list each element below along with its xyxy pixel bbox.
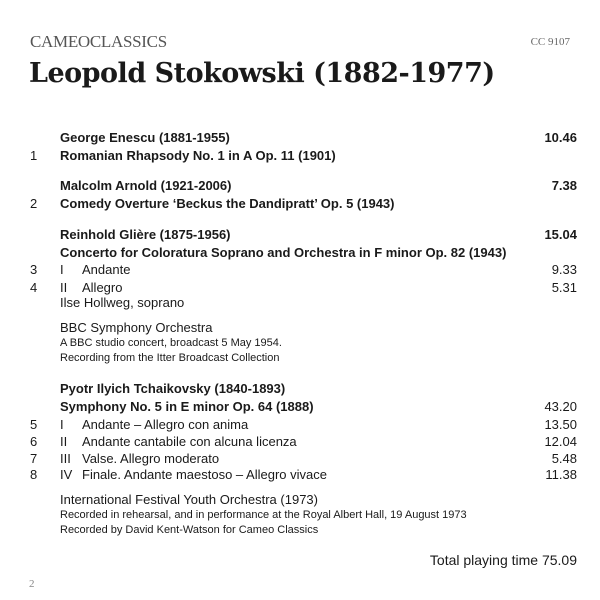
page-number: 2 (29, 578, 35, 590)
movement-title: Andante (82, 262, 131, 277)
recording-note (0, 350, 600, 367)
movement-title: Andante – Allegro con anima (82, 417, 249, 432)
note-text: Recorded by David Kent-Watson for Cameo Classics (60, 524, 319, 536)
composer-line (0, 380, 600, 397)
track-row (0, 466, 600, 483)
movement-number: II (60, 434, 68, 449)
orchestra-line (0, 319, 600, 336)
recording-note (0, 522, 600, 539)
track-number: 7 (30, 451, 38, 466)
duration: 5.48 (551, 451, 577, 466)
track-number: 5 (30, 417, 38, 432)
composer-line (0, 177, 600, 194)
duration: 9.33 (551, 262, 577, 277)
note-text: Recorded in rehearsal, and in performance at the Royal Albert Hall, 19 August 1973 (60, 509, 467, 521)
track-row (0, 450, 600, 467)
track-number: 6 (30, 434, 38, 449)
work-title: Concerto for Coloratura Soprano and Orchestra in F minor Op. 82 (1943) (60, 245, 507, 260)
duration: 11.38 (545, 467, 577, 482)
movement-title: Andante cantabile con alcuna licenza (82, 434, 297, 449)
work-title-line (0, 398, 600, 415)
duration: 13.50 (544, 417, 577, 432)
orchestra-line (0, 491, 600, 508)
track-row (0, 416, 600, 433)
work-title: Comedy Overture ‘Beckus the Dandipratt’ Op. 5 (1943) (60, 196, 395, 211)
work-title: Symphony No. 5 in E minor Op. 64 (1888) (60, 399, 314, 414)
movement-number: IV (60, 467, 73, 482)
orchestra: BBC Symphony Orchestra (60, 320, 213, 335)
total-playing-time: Total playing time 75.09 (429, 552, 577, 568)
duration: 15.04 (544, 227, 577, 242)
movement-number: I (60, 262, 64, 277)
duration: 7.38 (551, 178, 577, 193)
total-line (0, 552, 600, 569)
duration: 43.20 (544, 399, 577, 414)
movement-title: Allegro (82, 280, 123, 295)
track-number: 8 (30, 467, 38, 482)
track-number: 2 (30, 196, 38, 211)
movement-number: II (60, 280, 68, 295)
duration: 5.31 (551, 280, 577, 295)
composer: George Enescu (1881-1955) (60, 130, 230, 145)
note-text: Recording from the Itter Broadcast Collection (60, 352, 280, 364)
composer-line (0, 226, 600, 243)
track-row (0, 261, 600, 278)
track-row (0, 195, 600, 212)
movement-title: Finale. Andante maestoso – Allegro vivace (82, 467, 327, 482)
track-number: 4 (30, 280, 38, 295)
soloist: Ilse Hollweg, soprano (60, 295, 185, 310)
composer: Reinhold Glière (1875-1956) (60, 227, 231, 242)
duration: 12.04 (544, 434, 577, 449)
composer-line (0, 129, 600, 146)
track-row (0, 433, 600, 450)
duration: 10.46 (544, 130, 577, 145)
note-text: A BBC studio concert, broadcast 5 May 1954. (60, 337, 282, 349)
composer: Malcolm Arnold (1921-2006) (60, 178, 232, 193)
work-title: Romanian Rhapsody No. 1 in A Op. 11 (1901) (60, 148, 336, 163)
track-number: 3 (30, 262, 38, 277)
orchestra: International Festival Youth Orchestra (1973) (60, 492, 318, 507)
track-row (0, 147, 600, 164)
movement-number: III (60, 451, 71, 466)
page-title: Leopold Stokowski (1882-1977) (29, 58, 495, 89)
work-title-line (0, 244, 600, 261)
movement-number: I (60, 417, 64, 432)
catalogue-number: CC 9107 (530, 36, 570, 48)
track-number: 1 (30, 148, 38, 163)
label-logo: CAMEOCLASSICS (30, 32, 167, 51)
composer: Pyotr Ilyich Tchaikovsky (1840-1893) (60, 381, 286, 396)
movement-title: Valse. Allegro moderato (82, 451, 220, 466)
soloist-line (0, 294, 600, 311)
